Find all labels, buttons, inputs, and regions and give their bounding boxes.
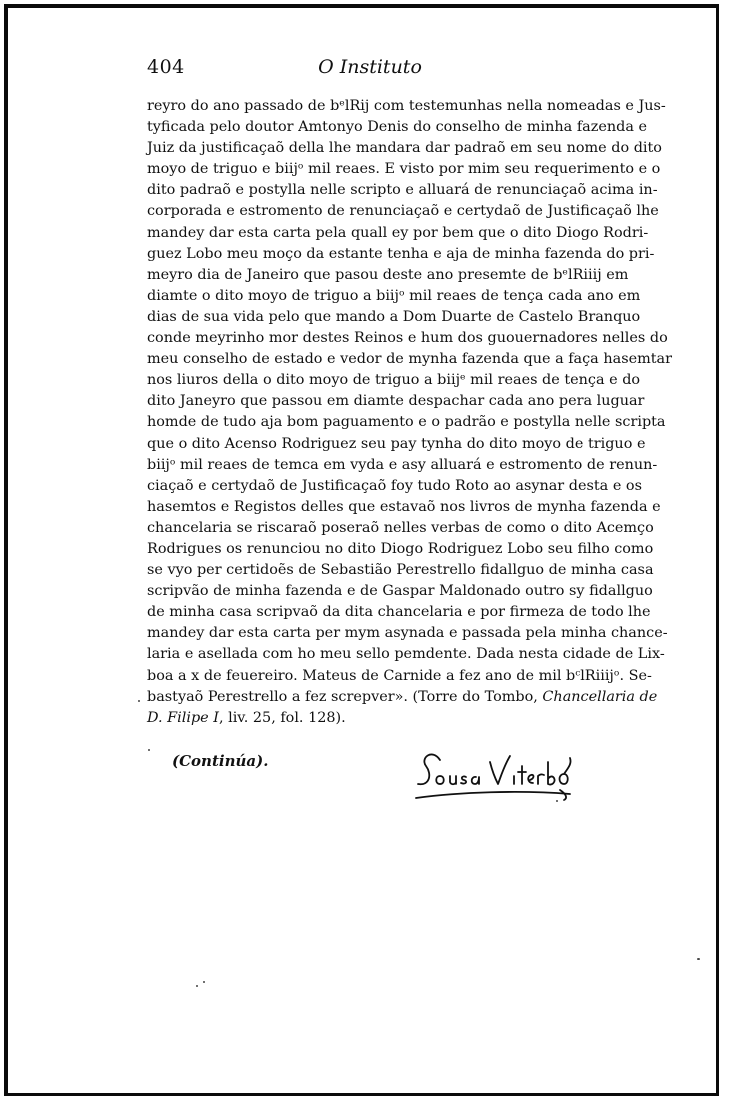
running-title: O Instituto bbox=[318, 56, 422, 78]
text-line: diamte o dito moyo de triguo a biijᵒ mil reaes de tença cada ano em bbox=[147, 287, 641, 304]
text-line: ciaçaõ e certydaõ de Justificaçaõ foy tudo Roto ao asynar desta e os bbox=[147, 477, 642, 494]
text-line: Rodrigues os renunciou no dito Diogo Rodriguez Lobo seu filho como bbox=[147, 540, 654, 557]
author-signature bbox=[410, 740, 580, 810]
text-line: hasemtos e Registos delles que estavaõ nos livros de mynha fazenda e bbox=[147, 498, 661, 515]
print-speck bbox=[138, 700, 140, 702]
text-line-final bbox=[147, 708, 616, 729]
text-line: scripvão de minha fazenda e de Gaspar Maldonado outro sy fidallguo bbox=[147, 583, 653, 600]
print-speck bbox=[697, 958, 700, 960]
print-speck bbox=[196, 985, 198, 987]
page-number: 404 bbox=[147, 56, 185, 78]
text-segment: bastyaõ Perestrello a fez screpver». (Torre do Tombo, bbox=[147, 688, 538, 705]
reference-title: D. Filipe I bbox=[147, 709, 219, 726]
text-line: laria e asellada com ho meu sello pemdente. Dada nesta cidade de Lix- bbox=[147, 646, 665, 663]
text-line: tyficada pelo doutor Amtonyo Denis do conselho de minha fazenda e bbox=[147, 119, 647, 136]
print-speck bbox=[148, 749, 150, 751]
text-line: dito padraõ e postylla nelle scripto e alluará de renunciaçaõ acima in- bbox=[147, 182, 658, 199]
text-line: homde de tudo aja bom paguamento e o padrão e postylla nelle scripta bbox=[147, 414, 666, 431]
print-speck bbox=[556, 800, 558, 802]
text-line: de minha casa scripvaõ da dita chancelaria e por firmeza de todo lhe bbox=[147, 604, 651, 621]
text-line: dias de sua vida pelo que mando a Dom Duarte de Castelo Branquo bbox=[147, 308, 641, 325]
print-speck bbox=[203, 981, 205, 983]
text-line: conde meyrinho mor destes Reinos e hum dos guouernadores nelles do bbox=[147, 330, 668, 347]
page-header bbox=[0, 56, 729, 80]
text-line: biijᵒ mil reaes de temca em vyda e asy alluará e estromento de renun- bbox=[147, 456, 658, 473]
text-line: guez Lobo meu moço da estante tenha e aja de minha fazenda do pri- bbox=[147, 245, 655, 262]
text-line: Juiz da justificaçaõ della lhe mandara dar padraõ em seu nome do dito bbox=[147, 140, 662, 157]
text-line: moyo de triguo e biijᵒ mil reaes. E visto por mim seu requerimento e o bbox=[147, 161, 661, 178]
text-line: mandey dar esta carta pela quall ey por bem que o dito Diogo Rodri- bbox=[147, 224, 649, 241]
text-line: mandey dar esta carta per mym asynada e passada pela minha chance- bbox=[147, 625, 668, 642]
text-line: dito Janeyro que passou em diamte despachar cada ano pera luguar bbox=[147, 393, 645, 410]
text-line: nos liuros della o dito moyo de triguo a biijᵉ mil reaes de tença e do bbox=[147, 372, 641, 389]
body-text bbox=[147, 96, 672, 729]
text-line: meu conselho de estado e vedor de mynha fazenda que a faça hasemtar bbox=[147, 351, 672, 368]
continued-notice: (Continúa). bbox=[172, 752, 269, 770]
reference-details: , liv. 25, fol. 128). bbox=[218, 709, 346, 726]
chancelaria-ref: Chancellaria de bbox=[542, 688, 658, 705]
text-line: boa a x de feuereiro. Mateus de Carnide a fez ano de mil bᶜlRiiijᵒ. Se- bbox=[147, 667, 652, 684]
text-line: reyro do ano passado de bᵉlRij com testemunhas nella nomeadas e Jus- bbox=[147, 98, 666, 114]
text-line: que o dito Acenso Rodriguez seu pay tynha do dito moyo de triguo e bbox=[147, 435, 646, 452]
text-line: corporada e estromento de renunciaçaõ e certydaõ de Justificaçaõ lhe bbox=[147, 203, 659, 220]
text-line: meyro dia de Janeiro que pasou deste ano presemte de bᵉlRiiij em bbox=[147, 266, 629, 283]
text-line-with-ref bbox=[147, 687, 658, 708]
text-line: se vyo per certidoẽs de Sebastião Perestrello fidallguo de minha casa bbox=[147, 562, 654, 579]
text-line: chancelaria se riscaraõ poseraõ nelles verbas de como o dito Acemço bbox=[147, 519, 654, 536]
